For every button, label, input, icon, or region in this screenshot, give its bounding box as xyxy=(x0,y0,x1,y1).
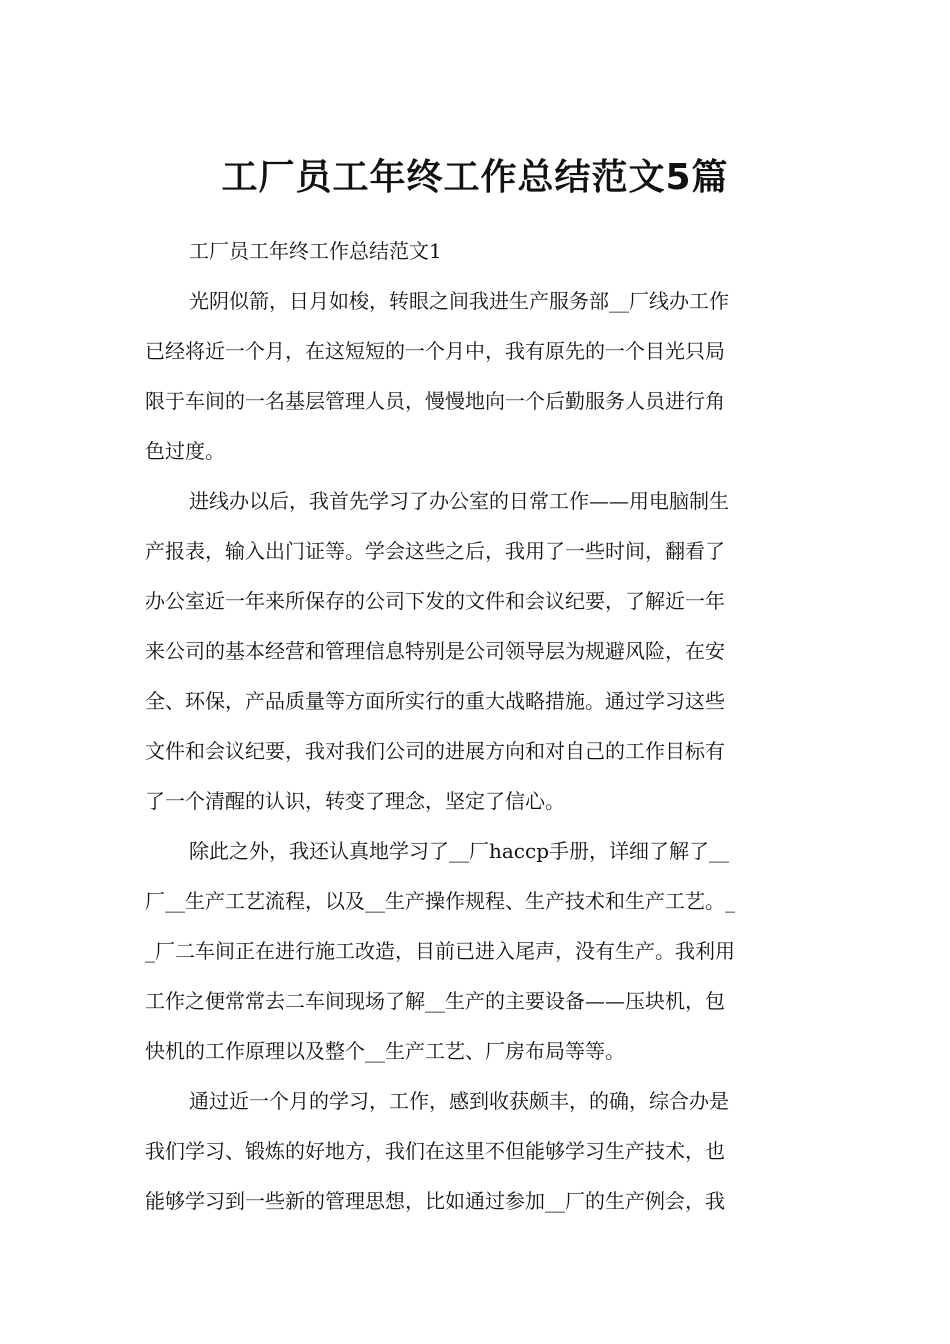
document-title: 工厂员工年终工作总结范文5篇 xyxy=(221,157,729,199)
paragraph-line: 来公司的基本经营和管理信息特别是公司领导层为规避风险，在安 xyxy=(145,639,725,663)
paragraph-1 xyxy=(145,276,810,476)
paragraph-line: 色过度。 xyxy=(145,439,225,463)
paragraph-line: 厂__生产工艺流程，以及__生产操作规程、生产技术和生产工艺。_ xyxy=(145,889,735,913)
section-heading: 工厂员工年终工作总结范文1 xyxy=(189,239,442,263)
paragraph-2 xyxy=(145,476,810,826)
paragraph-4 xyxy=(145,1076,810,1226)
document-body xyxy=(145,226,810,1226)
paragraph-line: 通过近一个月的学习，工作，感到收获颇丰，的确，综合办是 xyxy=(189,1089,729,1113)
paragraph-line: 文件和会议纪要，我对我们公司的进展方向和对自己的工作目标有 xyxy=(145,739,725,763)
paragraph-3 xyxy=(145,826,810,1076)
paragraph-line: 我们学习、锻炼的好地方，我们在这里不但能够学习生产技术，也 xyxy=(145,1139,725,1163)
paragraph-line: 了一个清醒的认识，转变了理念，坚定了信心。 xyxy=(145,789,565,813)
paragraph-line: 除此之外，我还认真地学习了__厂haccp手册，详细了解了__ xyxy=(189,839,730,863)
paragraph-line: _厂二车间正在进行施工改造，目前已进入尾声，没有生产。我利用 xyxy=(145,939,735,963)
paragraph-line: 全、环保，产品质量等方面所实行的重大战略措施。通过学习这些 xyxy=(145,689,725,713)
paragraph-line: 能够学习到一些新的管理思想，比如通过参加__厂的生产例会，我 xyxy=(145,1189,725,1213)
paragraph-line: 工作之便常常去二车间现场了解__生产的主要设备——压块机，包 xyxy=(145,989,725,1013)
paragraph-line: 限于车间的一名基层管理人员，慢慢地向一个后勤服务人员进行角 xyxy=(145,389,725,413)
paragraph-line: 光阴似箭，日月如梭，转眼之间我进生产服务部__厂线办工作 xyxy=(189,289,729,313)
paragraph-line: 进线办以后，我首先学习了办公室的日常工作——用电脑制生 xyxy=(189,489,729,513)
paragraph-line: 办公室近一年来所保存的公司下发的文件和会议纪要，了解近一年 xyxy=(145,589,725,613)
paragraph-line: 快机的工作原理以及整个__生产工艺、厂房布局等等。 xyxy=(145,1039,625,1063)
paragraph-line: 已经将近一个月，在这短短的一个月中，我有原先的一个目光只局 xyxy=(145,339,725,363)
paragraph-line: 产报表，输入出门证等。学会这些之后，我用了一些时间，翻看了 xyxy=(145,539,725,563)
